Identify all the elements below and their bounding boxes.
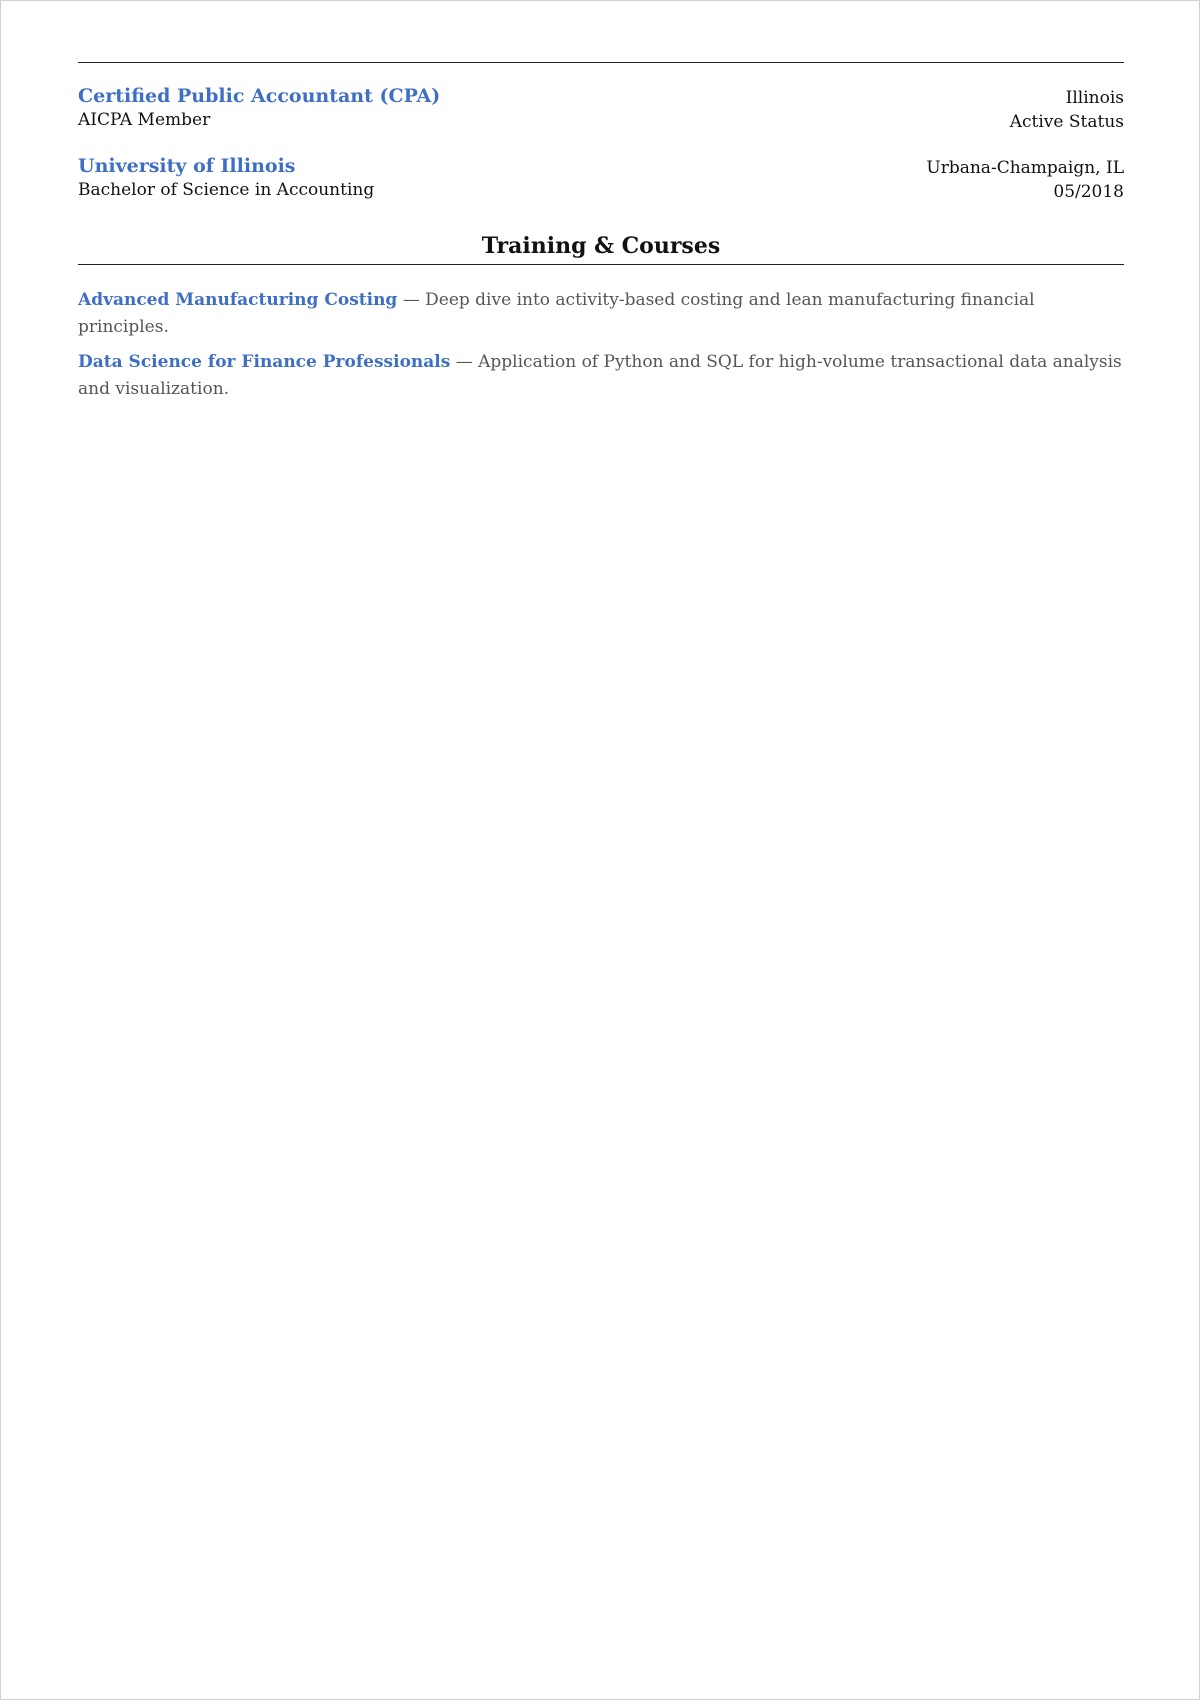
- course-separator: —: [450, 352, 479, 372]
- training-section-heading: Training & Courses: [481, 233, 721, 259]
- course-title: Data Science for Finance Professionals: [78, 352, 451, 372]
- training-divider: [78, 264, 1124, 265]
- certification-title: Certified Public Accountant (CPA): [78, 85, 441, 107]
- certification-entry: [78, 84, 1124, 134]
- course-description: Deep dive into activity-based costing and lean manufacturing financial principles.: [78, 290, 1035, 337]
- certification-subtitle: AICPA Member: [78, 110, 211, 130]
- course-description: Application of Python and SQL for high-volume transactional data analysis and visualization.: [78, 352, 1122, 399]
- education-location: Urbana-Champaign, IL: [926, 158, 1124, 178]
- education-degree: Bachelor of Science in Accounting: [78, 180, 375, 200]
- education-date: 05/2018: [1053, 182, 1124, 202]
- course-separator: —: [397, 290, 426, 310]
- education-entry: [78, 154, 1124, 204]
- resume-content: [78, 62, 1124, 411]
- course-item: [78, 287, 1124, 341]
- education-school: University of Illinois: [78, 155, 296, 177]
- certification-location: Illinois: [1065, 88, 1124, 108]
- course-item: [78, 349, 1124, 403]
- top-divider: [78, 62, 1124, 63]
- course-list: [78, 287, 1124, 403]
- course-title: Advanced Manufacturing Costing: [78, 290, 398, 310]
- certification-status: Active Status: [1009, 112, 1124, 132]
